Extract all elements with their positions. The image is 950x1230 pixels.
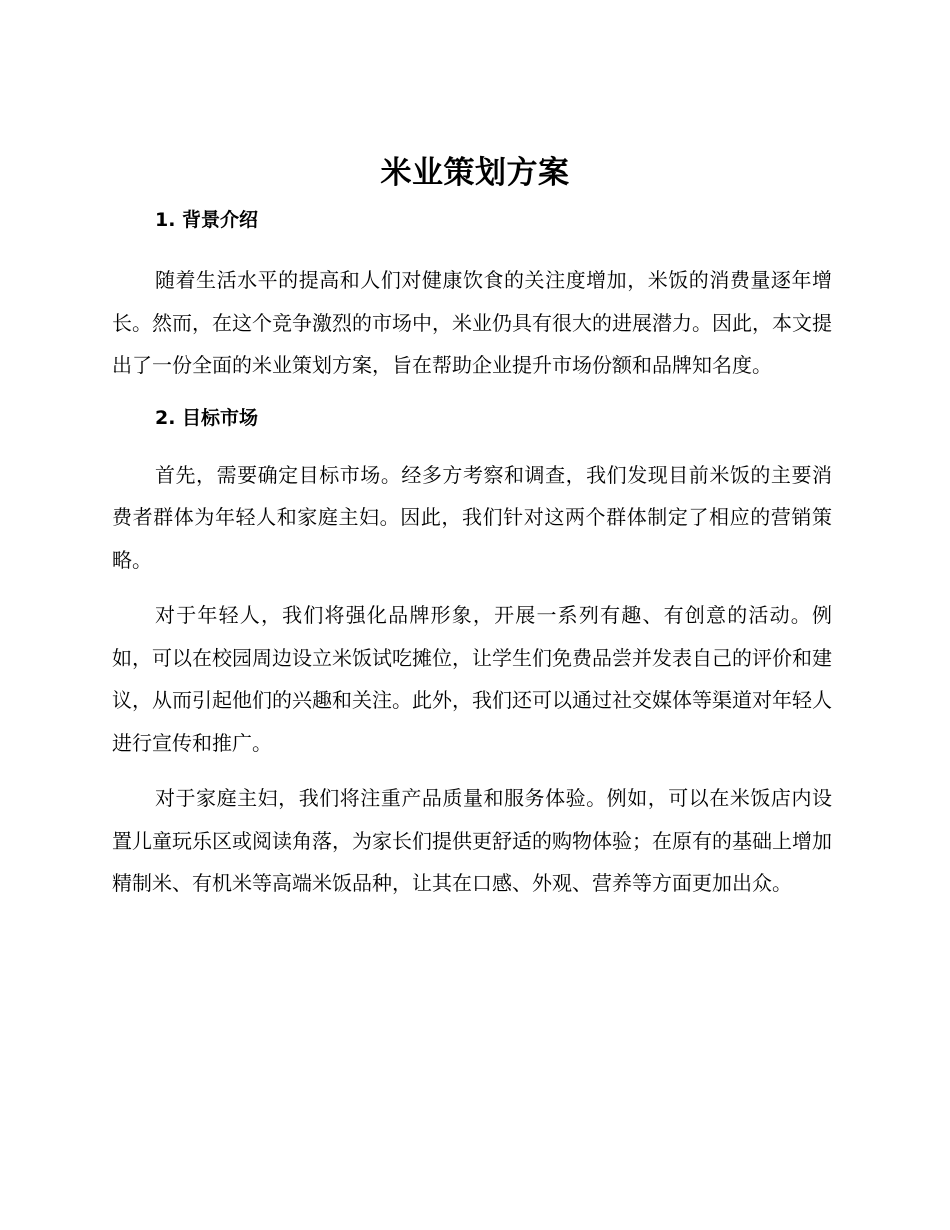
paragraph-housewives: 对于家庭主妇，我们将注重产品质量和服务体验。例如，可以在米饭店内设置儿童玩乐区或阅读角落，为家长们提供更舒适的购物体验；在原有的基础上增加精制米、有机米等高端米饭品种，让其在口感、外观、营养等方面更加出众。 bbox=[112, 786, 832, 895]
paragraph-background: 随着生活水平的提高和人们对健康饮食的关注度增加，米饭的消费量逐年增长。然而，在这个竞争激烈的市场中，米业仍具有很大的进展潜力。因此，本文提出了一份全面的米业策划方案，旨在帮助企业提升市场份额和品牌知名度。 bbox=[112, 268, 832, 377]
paragraph-target-market-intro: 首先，需要确定目标市场。经多方考察和调查，我们发现目前米饭的主要消费者群体为年轻人和家庭主妇。因此，我们针对这两个群体制定了相应的营销策略。 bbox=[112, 462, 832, 572]
document-body bbox=[112, 200, 832, 905]
section-heading-background: 1. 背景介绍 bbox=[155, 209, 259, 231]
document-title: 米业策划方案 bbox=[380, 155, 570, 191]
section-heading-target-market: 2. 目标市场 bbox=[155, 406, 259, 429]
paragraph-young-people: 对于年轻人，我们将强化品牌形象，开展一系列有趣、有创意的活动。例如，可以在校园周边设立米饭试吃摊位，让学生们免费品尝并发表自己的评价和建议，从而引起他们的兴趣和关注。此外，我们还可以通过社交媒体等渠道对年轻人进行宣传和推广。 bbox=[112, 603, 832, 755]
